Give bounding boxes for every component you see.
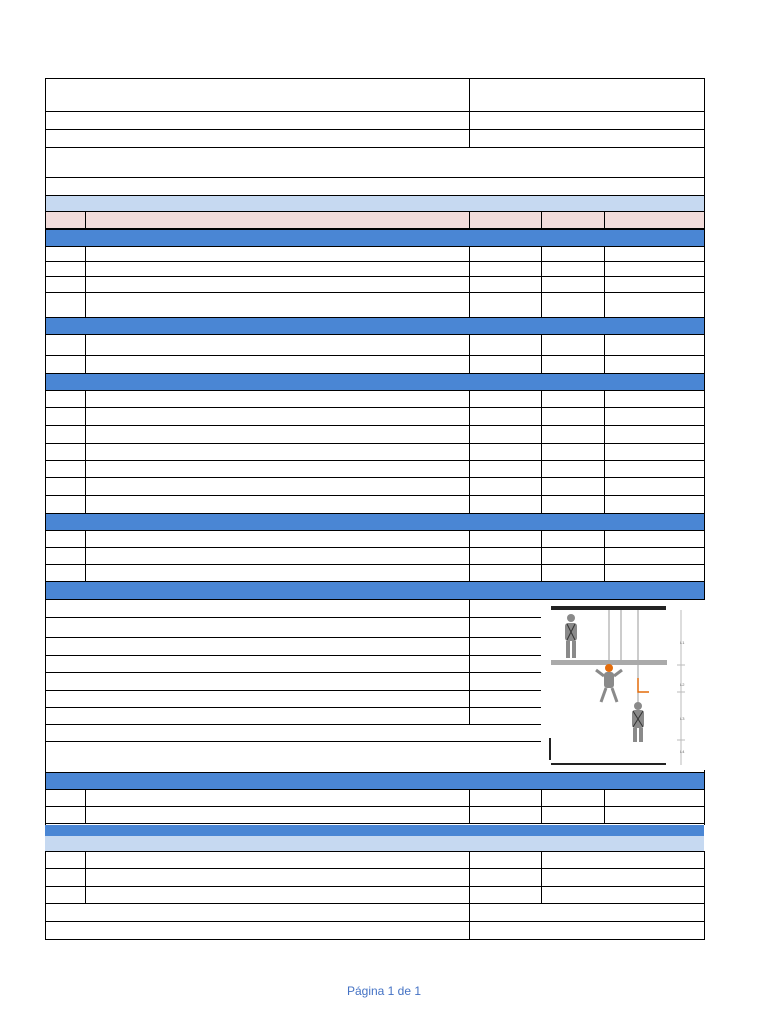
grid-line bbox=[45, 851, 705, 852]
grid-line bbox=[45, 261, 705, 262]
grid-line bbox=[45, 355, 705, 356]
grid-line bbox=[45, 724, 542, 725]
grid-line bbox=[45, 903, 705, 904]
dimension-label: L2 bbox=[680, 682, 685, 687]
section-band bbox=[45, 581, 704, 599]
grid-line bbox=[45, 317, 705, 318]
grid-line bbox=[541, 390, 542, 513]
grid-line bbox=[45, 211, 705, 212]
grid-line bbox=[45, 547, 705, 548]
grid-line bbox=[45, 292, 705, 293]
grid-line bbox=[45, 921, 705, 922]
grid-line bbox=[469, 789, 470, 823]
grid-line bbox=[604, 530, 605, 581]
grid-line bbox=[45, 477, 705, 478]
grid-line bbox=[45, 868, 705, 869]
grid-line bbox=[45, 789, 705, 790]
grid-line bbox=[541, 851, 542, 903]
column-header-band bbox=[45, 211, 704, 228]
grid-line bbox=[541, 530, 542, 581]
grid-line bbox=[45, 772, 705, 773]
grid-line bbox=[45, 78, 705, 79]
grid-line bbox=[85, 851, 86, 903]
grid-line bbox=[469, 334, 470, 373]
grid-line bbox=[45, 373, 705, 374]
grid-line bbox=[45, 707, 542, 708]
anchor-beam bbox=[551, 606, 666, 610]
clearance-bracket bbox=[549, 738, 551, 760]
grid-line bbox=[45, 637, 542, 638]
fall-clearance-figure bbox=[541, 600, 705, 770]
grid-line bbox=[469, 78, 470, 147]
page-footer-label: Página 1 de 1 bbox=[346, 984, 422, 998]
grid-line bbox=[85, 246, 86, 317]
grid-line bbox=[45, 78, 46, 825]
grid-line bbox=[604, 334, 605, 373]
grid-line bbox=[541, 789, 542, 823]
grid-line bbox=[45, 690, 542, 691]
grid-line bbox=[45, 939, 705, 940]
grid-line bbox=[604, 789, 605, 823]
grid-line bbox=[85, 334, 86, 373]
section-band bbox=[45, 317, 704, 334]
grid-line bbox=[541, 334, 542, 373]
grid-line bbox=[45, 741, 542, 742]
grid-line bbox=[45, 672, 542, 673]
grid-line bbox=[45, 246, 705, 247]
grid-line bbox=[45, 564, 705, 565]
grid-line bbox=[45, 581, 705, 582]
falling-worker-icon bbox=[596, 664, 622, 702]
grid-line bbox=[85, 211, 86, 228]
grid-line bbox=[45, 177, 705, 178]
grid-line bbox=[45, 823, 705, 824]
grid-line bbox=[45, 513, 705, 514]
grid-line bbox=[85, 390, 86, 513]
grid-line bbox=[45, 407, 705, 408]
standing-worker-icon bbox=[565, 614, 577, 658]
grid-line bbox=[541, 246, 542, 317]
grid-line bbox=[85, 789, 86, 823]
grid-line bbox=[45, 276, 705, 277]
grid-line bbox=[45, 806, 705, 807]
grid-line bbox=[45, 886, 705, 887]
suspended-worker-icon bbox=[632, 702, 644, 742]
grid-line bbox=[469, 390, 470, 513]
section-band bbox=[45, 513, 704, 530]
grid-line bbox=[45, 229, 705, 230]
ground-line bbox=[551, 763, 666, 765]
grid-line bbox=[469, 530, 470, 581]
grid-line bbox=[469, 599, 470, 724]
grid-line bbox=[45, 111, 705, 112]
grid-line bbox=[45, 334, 705, 335]
grid-line bbox=[704, 851, 705, 939]
grid-line bbox=[604, 390, 605, 513]
grid-line bbox=[604, 211, 605, 228]
dimension-label: L3 bbox=[680, 716, 685, 721]
grid-line bbox=[45, 655, 542, 656]
section-band bbox=[45, 373, 704, 390]
grid-line bbox=[45, 425, 705, 426]
grid-line bbox=[604, 246, 605, 317]
grid-line bbox=[469, 211, 470, 228]
section-title-band bbox=[45, 195, 704, 211]
section-band bbox=[45, 229, 704, 246]
grid-line bbox=[45, 129, 705, 130]
grid-line bbox=[45, 617, 542, 618]
grid-line bbox=[45, 147, 705, 148]
grid-line bbox=[45, 460, 705, 461]
grid-line bbox=[45, 390, 705, 391]
dimension-label: L1 bbox=[680, 640, 685, 645]
grid-line bbox=[469, 851, 470, 939]
section-band bbox=[45, 772, 704, 789]
grid-line bbox=[45, 443, 705, 444]
dimension-label: L4 bbox=[680, 749, 685, 754]
grid-line bbox=[45, 530, 705, 531]
grid-line bbox=[85, 530, 86, 581]
grid-line bbox=[469, 246, 470, 317]
grid-line bbox=[45, 851, 46, 939]
grid-line bbox=[45, 195, 705, 196]
shock-absorber-marker bbox=[638, 678, 649, 692]
grid-line bbox=[45, 495, 705, 496]
section-band bbox=[45, 825, 704, 836]
section-band bbox=[45, 836, 704, 851]
grid-line bbox=[541, 211, 542, 228]
